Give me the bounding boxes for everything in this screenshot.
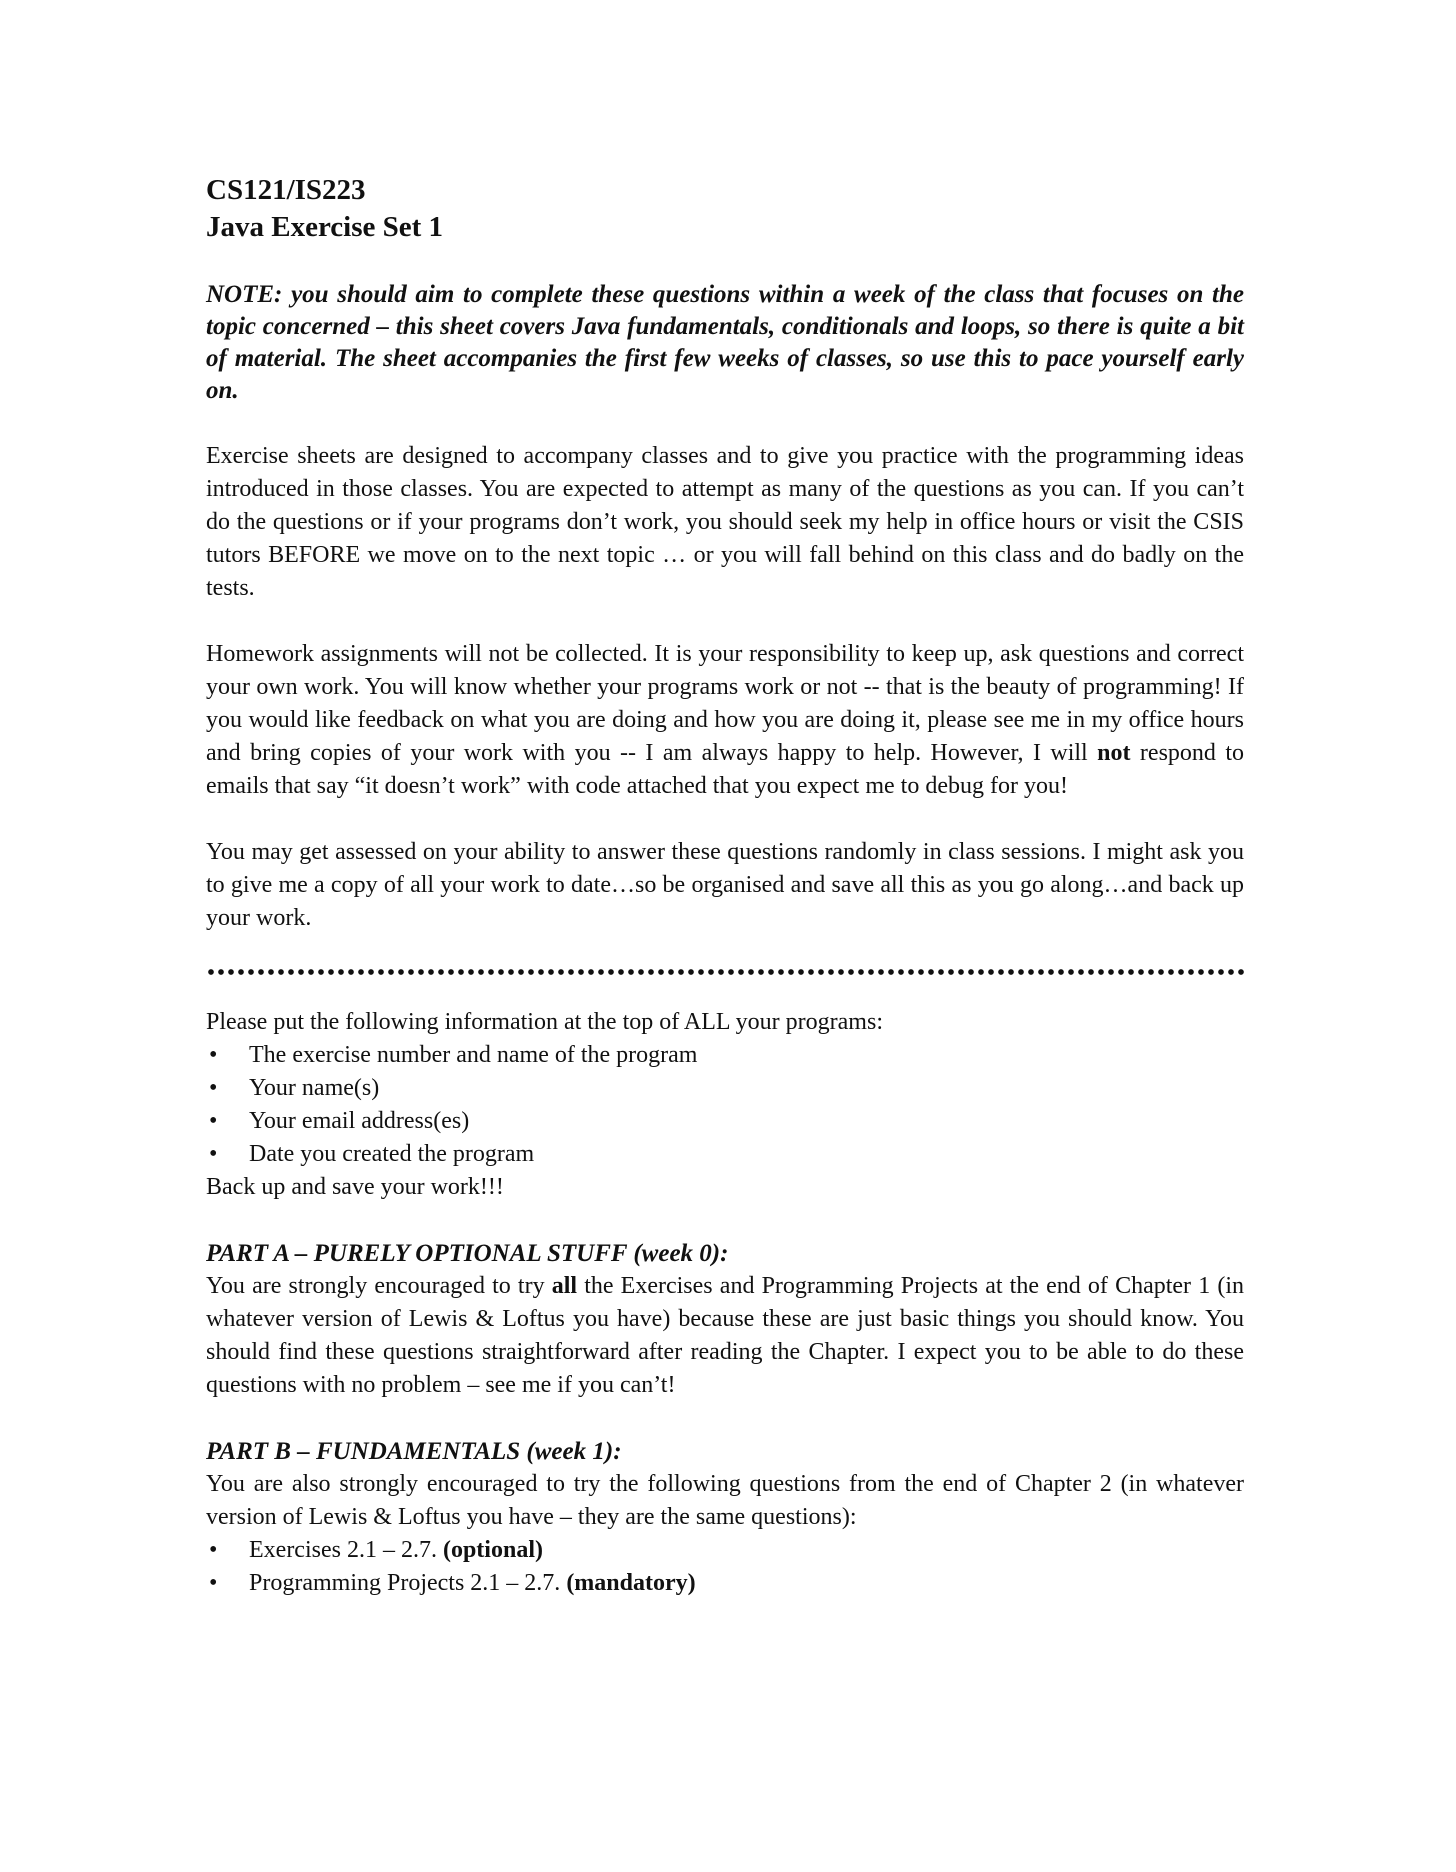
program-info-list xyxy=(206,1039,1244,1171)
document-page xyxy=(206,172,1244,1600)
homework-paragraph xyxy=(206,638,1244,803)
list-item-text: Your email address(es) xyxy=(249,1108,470,1134)
part-b-body: You are also strongly encouraged to try the following questions from the end of Chapter 2 (in whatever version of Lewis & Loftus you have – they are the same questions): xyxy=(206,1471,1244,1530)
list-item-text: The exercise number and name of the program xyxy=(249,1042,698,1068)
list-item xyxy=(206,1039,1244,1072)
bullet-icon: • xyxy=(209,1537,218,1563)
bullet-icon: • xyxy=(209,1570,218,1596)
program-info-intro: Please put the following information at the top of ALL your programs: xyxy=(206,1009,883,1035)
bullet-icon: • xyxy=(209,1075,218,1101)
list-item-tag: (optional) xyxy=(442,1537,543,1563)
bullet-icon: • xyxy=(209,1042,218,1068)
dotted-divider xyxy=(206,968,1244,976)
list-item-text: Programming Projects 2.1 – 2.7. xyxy=(249,1570,567,1596)
assessment-paragraph: You may get assessed on your ability to answer these questions randomly in class sessions. I might ask you to give me a copy of all your work to date…so be organised and save all this as you go along…and back up your work. xyxy=(206,839,1244,931)
document-title: Java Exercise Set 1 xyxy=(206,211,444,243)
document-header xyxy=(206,172,1244,246)
list-item xyxy=(206,1072,1244,1105)
homework-text-emphasis: not xyxy=(1097,740,1131,766)
part-a-text-emphasis: all xyxy=(551,1273,578,1299)
homework-text-end: respond to emails that say “it doesn’t work” with code attached that you expect me to debug for you! xyxy=(206,740,1245,799)
bullet-icon: • xyxy=(209,1141,218,1167)
list-item-text: Date you created the program xyxy=(249,1141,535,1167)
part-a-text-end: the Exercises and Programming Projects at the end of Chapter 1 (in whatever version of Lewis & Loftus you have) because these are just basic things you should know. You should find these questions straightforward after reading the Chapter. I expect you to be able to do these questions with no problem – see me if you can’t! xyxy=(206,1273,1244,1398)
program-info-section xyxy=(206,1006,1244,1204)
program-info-closing: Back up and save your work!!! xyxy=(206,1174,504,1200)
part-b-heading: PART B – FUNDAMENTALS (week 1): xyxy=(206,1438,622,1465)
part-a-heading: PART A – PURELY OPTIONAL STUFF (week 0): xyxy=(206,1240,729,1267)
list-item-text: Exercises 2.1 – 2.7. xyxy=(249,1537,443,1563)
list-item xyxy=(206,1138,1244,1171)
bullet-icon: • xyxy=(209,1108,218,1134)
course-code: CS121/IS223 xyxy=(206,174,366,206)
homework-text-start: Homework assignments will not be collected. It is your responsibility to keep up, ask questions and correct your own work. You will know whether your programs work or not -- that is the beauty of programming! If you would like feedback on what you are doing and how you are doing it, please see me in my office hours and bring copies of your work with you -- I am always happy to help. However, I will xyxy=(206,641,1244,766)
list-item xyxy=(206,1105,1244,1138)
intro-paragraph: Exercise sheets are designed to accompany classes and to give you practice with the programming ideas introduced in those classes. You are expected to attempt as many of the questions as you can. If you can’t do the questions or if your programs don’t work, you should seek my help in office hours or visit the CSIS tutors BEFORE we move on to the next topic … or you will fall behind on this class and do badly on the tests. xyxy=(206,443,1244,601)
part-b-list xyxy=(206,1534,1244,1600)
list-item-text: Your name(s) xyxy=(249,1075,380,1101)
list-item xyxy=(206,1534,1244,1567)
note-paragraph: NOTE: you should aim to complete these questions within a week of the class that focuses on the topic concerned – this sheet covers Java fundamentals, conditionals and loops, so there is quite a bit of material. The sheet accompanies the first few weeks of classes, so use this to pace yourself early on. xyxy=(206,281,1244,404)
list-item-tag: (mandatory) xyxy=(566,1570,696,1596)
list-item xyxy=(206,1567,1244,1600)
part-a-body xyxy=(206,1270,1244,1402)
part-a-text-start: You are strongly encouraged to try xyxy=(206,1273,552,1299)
